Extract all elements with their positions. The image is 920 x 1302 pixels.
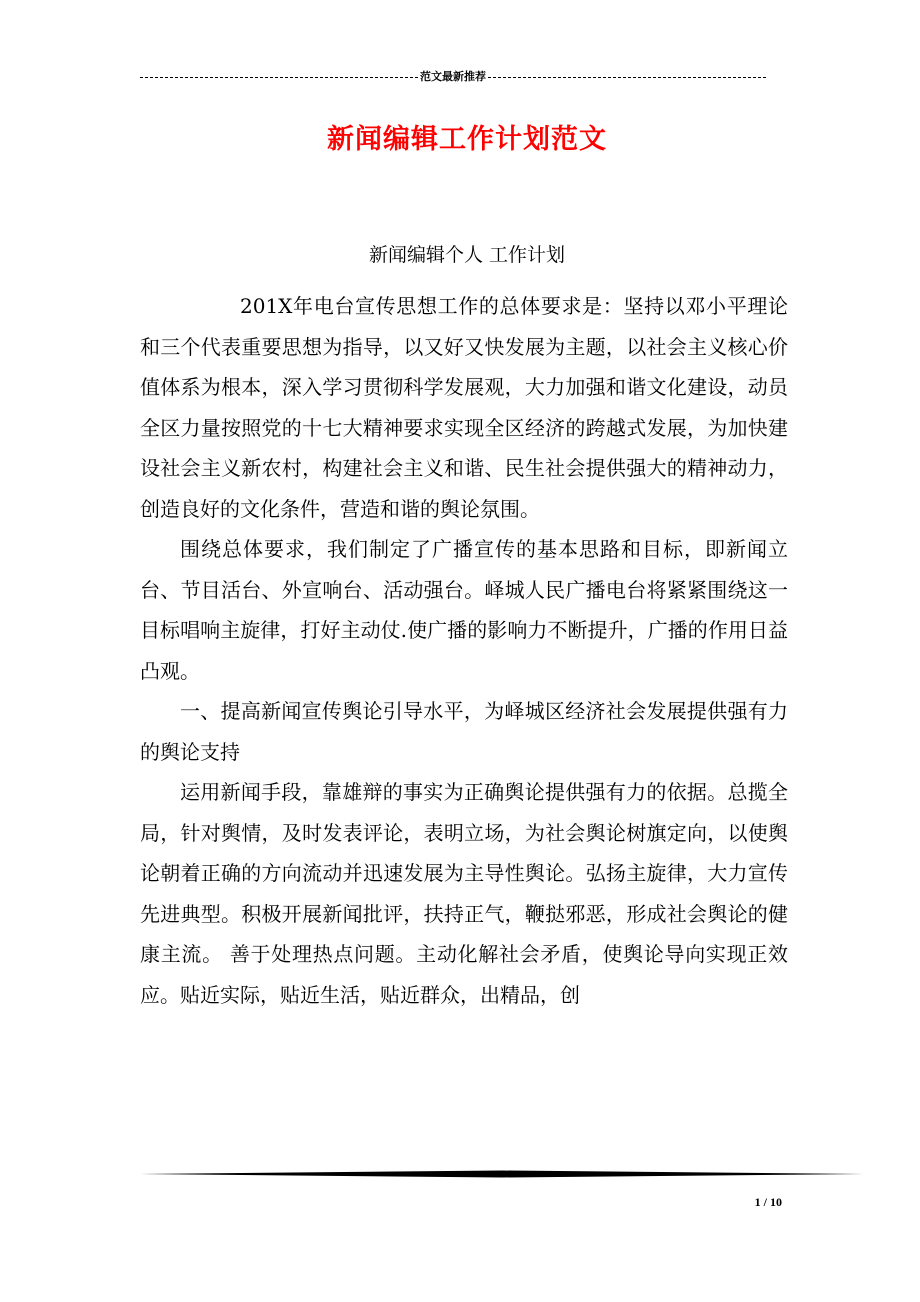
paragraph-1: 201X年电台宣传思想工作的总体要求是：坚持以邓小平理论和三个代表重要思想为指导，以又好又快发展为主题，以社会主义核心价值体系为根本，深入学习贯彻科学发展观，大力加强和谐文化建设，动员全区力量按照党的十七大精神要求实现全区经济的跨越式发展，为加快建设社会主义新农村，构建社会主义和谐、民生社会提供强大的精神动力，创造良好的文化条件，营造和谐的舆论氛围。 xyxy=(140,294,788,521)
footer-rule xyxy=(140,1170,864,1178)
document-title: 新闻编辑工作计划范文 xyxy=(327,124,607,155)
page-number: 1 / 10 xyxy=(754,1195,782,1209)
header-label: 范文最新推荐 xyxy=(420,71,486,83)
header-dashes-left xyxy=(140,77,418,78)
page-header xyxy=(140,68,766,86)
document-body xyxy=(140,286,788,1015)
paragraph-3-heading: 一、提高新闻宣传舆论引导水平，为峄城区经济社会发展提供强有力的舆论支持 xyxy=(140,699,788,764)
header-dashes-right xyxy=(488,77,766,78)
paragraph-4: 运用新闻手段，靠雄辩的事实为正确舆论提供强有力的依据。总揽全局，针对舆情，及时发表评论，表明立场，为社会舆论树旗定向，以使舆论朝着正确的方向流动并迅速发展为主导性舆论。弘扬主旋律，大力宣传先进典型。积极开展新闻批评，扶持正气，鞭挞邪恶，形成社会舆论的健康主流。 善于处理热点问题。主动化解社会矛盾，使舆论导向实现正效应。贴近实际，贴近生活，贴近群众，出精品，创 xyxy=(140,780,788,1007)
document-subtitle: 新闻编辑个人 工作计划 xyxy=(368,244,566,266)
paragraph-2: 围绕总体要求，我们制定了广播宣传的基本思路和目标，即新闻立台、节目活台、外宣响台、活动强台。峄城人民广播电台将紧紧围绕这一目标唱响主旋律，打好主动仗.使广播的影响力不断提升，广播的作用日益凸观。 xyxy=(140,537,788,683)
